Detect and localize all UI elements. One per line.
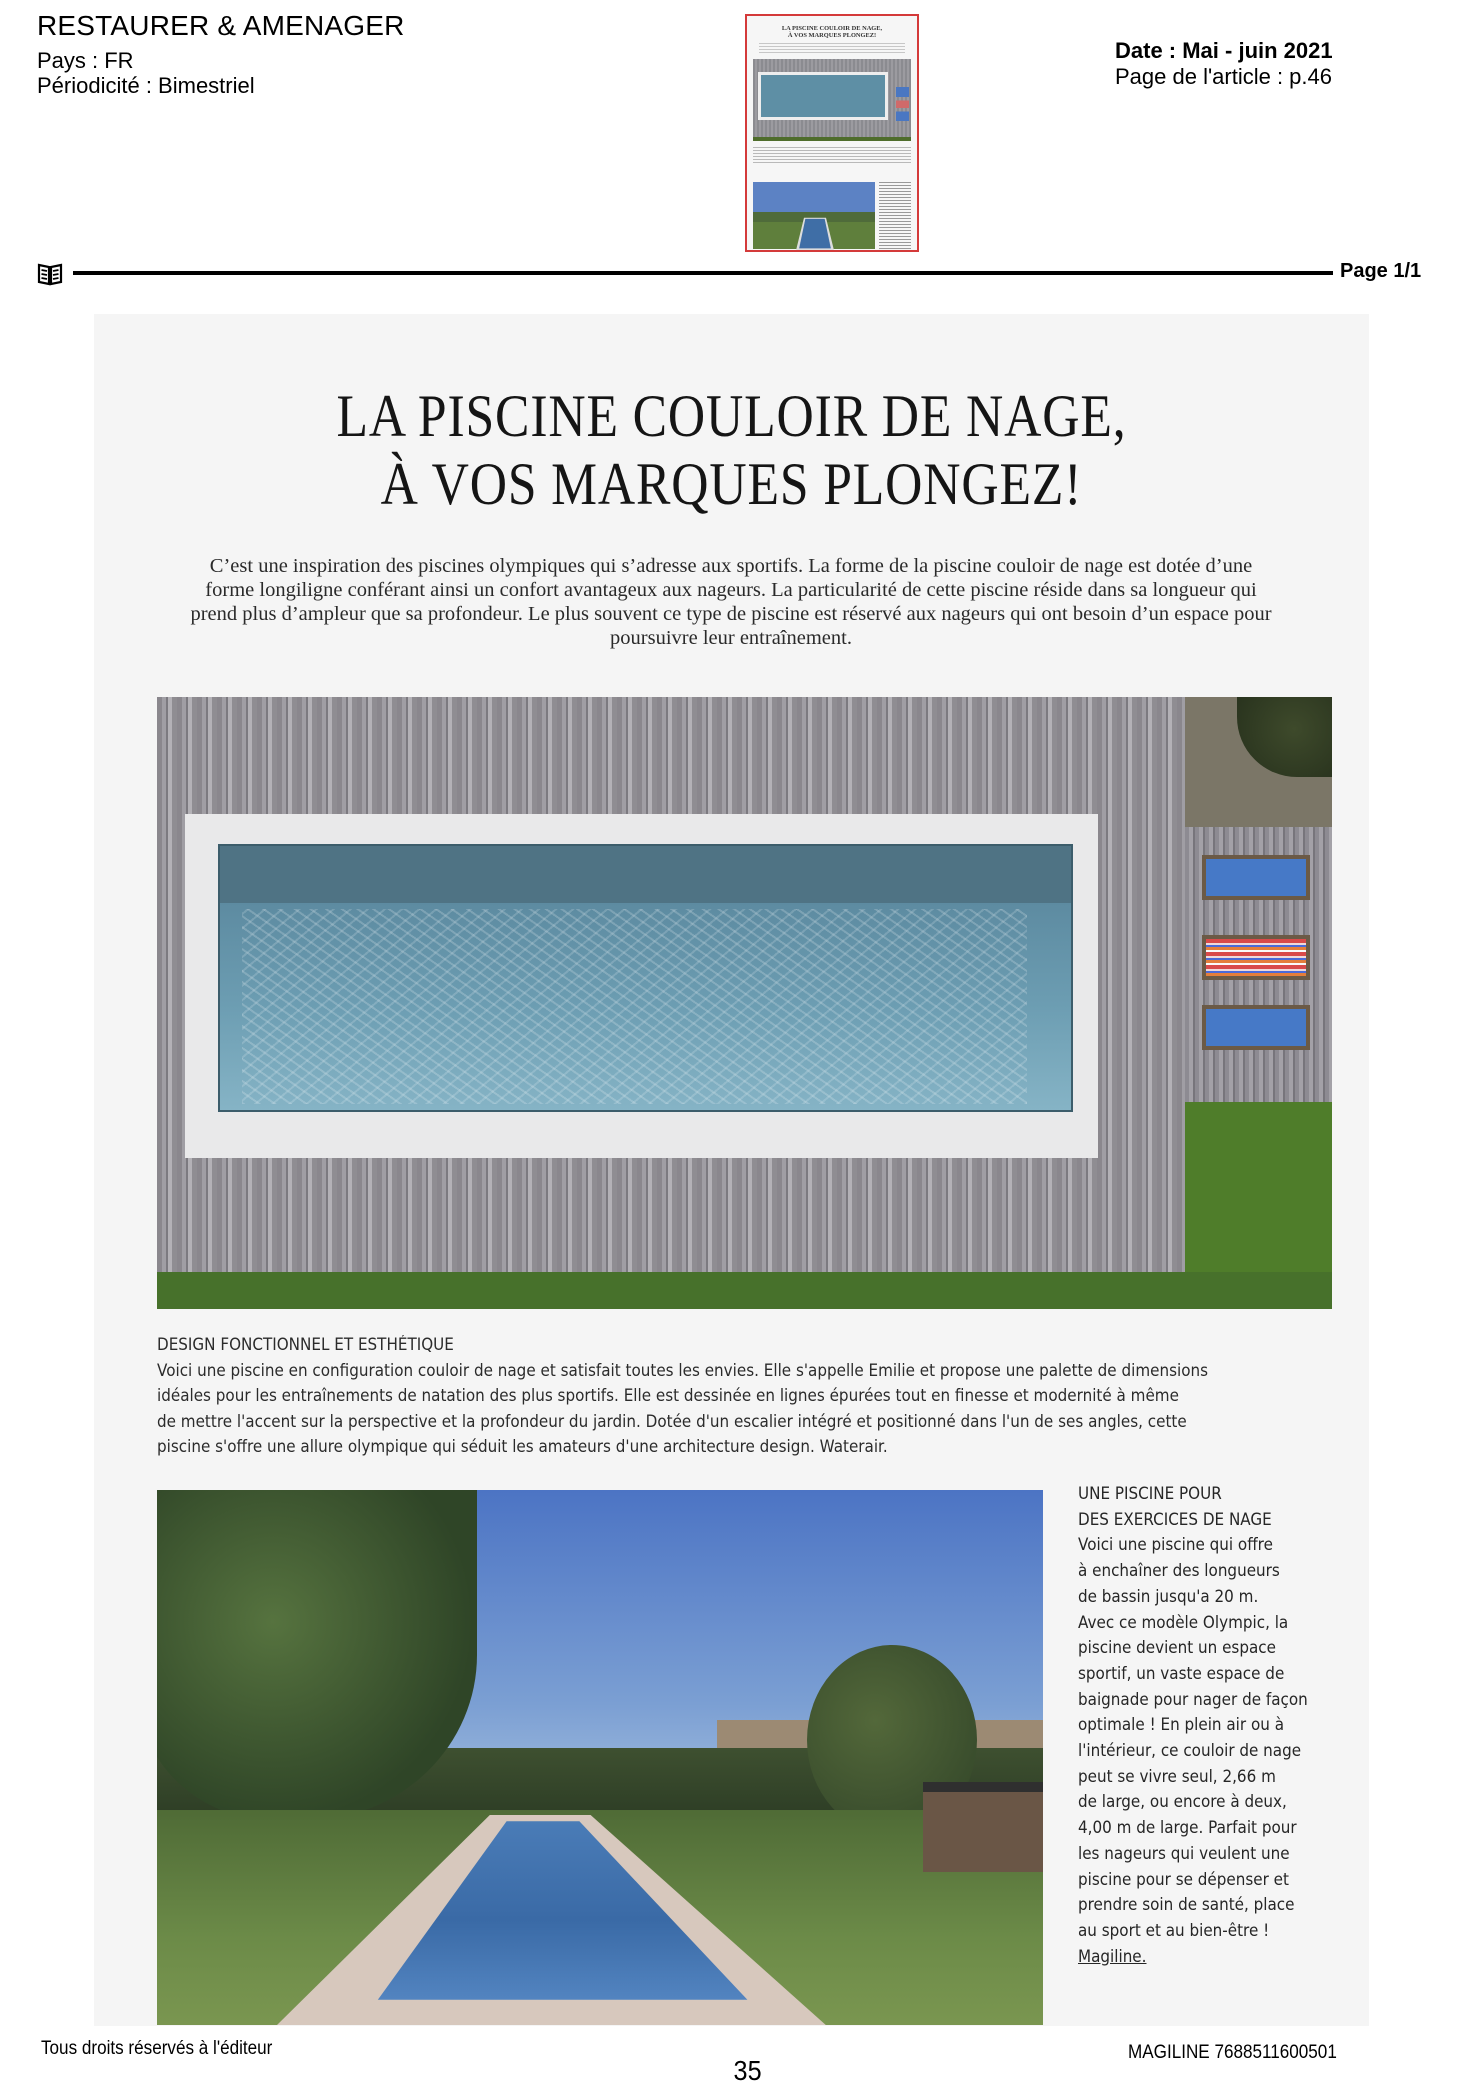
page-count: Page 1/1: [1340, 260, 1422, 282]
deck-chair: [1202, 855, 1310, 900]
thumbnail-photo-2: [753, 182, 875, 249]
design-section: DESIGN FONCTIONNEL ET ESTHÉTIQUE Voici une piscine en configuration couloir de nage et satisfait toutes les envies. Elle s'appelle Emilie et propose une palette de dimensions idéales pour les entraînements de natation des plus sportifs. Elle est dessinée en lignes épurées tout en finesse et modernité à même de mettre l'accent sur la perspective et la profondeur du jardin. Dotée d'un escalier intégré et positionné dans l'un de ses angles, cette piscine s'offre une allure olympique qui séduit les amateurs d'une architecture design. Waterair.: [157, 1332, 1330, 1460]
rights-notice: Tous droits réservés à l'éditeur: [41, 2038, 273, 2059]
thumbnail-body-text: [753, 147, 911, 165]
article-scan: [94, 314, 1369, 2026]
article-intro: C’est une inspiration des piscines olympiques qui s’adresse aux sportifs. La forme de la piscine couloir de nage est dotée d’une forme longiligne conférant ainsi un confort avantageux aux nageurs. La particularité de cette piscine réside dans sa longueur qui prend plus d’ampleur que sa profondeur. Le plus souvent ce type de piscine est réservé aux nageurs qui ont besoin d’un espace pour poursuivre leur entraînement.: [190, 555, 1272, 649]
periodicity: Périodicité : Bimestriel: [37, 73, 255, 98]
thumbnail-title: LA PISCINE COULOIR DE NAGE, À VOS MARQUES PLONGEZ!: [781, 25, 883, 39]
deck-chair: [1202, 1005, 1310, 1050]
sidebar-heading: UNE PISCINE POUR: [1078, 1484, 1222, 1503]
article-thumbnail[interactable]: [745, 14, 919, 252]
photo-aerial-pool: [157, 697, 1332, 1309]
article-headline: LA PISCINE COULOIR DE NAGE, À VOS MARQUES PLONGEZ!: [336, 383, 1127, 517]
garden-shed: [923, 1782, 1043, 1872]
document-reference: MAGILINE 7688511600501: [1128, 2042, 1337, 2063]
brand-link[interactable]: Magiline.: [1078, 1946, 1147, 1966]
sidebar-heading: DES EXERCICES DE NAGE: [1078, 1509, 1272, 1529]
thumbnail-sidebar-text: [879, 182, 911, 249]
issue-date: Date : Mai - juin 2021: [1115, 38, 1333, 63]
country: Pays : FR: [37, 48, 134, 73]
publication-name: RESTAURER & AMENAGER: [37, 10, 405, 41]
page-number: 35: [733, 2055, 762, 2086]
thumbnail-photo-1: [753, 59, 911, 141]
lawn: [157, 1272, 1332, 1309]
design-heading: DESIGN FONCTIONNEL ET ESTHÉTIQUE: [157, 1335, 454, 1354]
article-page: Page de l'article : p.46: [1115, 64, 1333, 89]
date-block: [1115, 38, 1333, 90]
thumbnail-intro-text: [759, 43, 905, 55]
publication-meta: [37, 48, 255, 98]
open-book-icon: [37, 262, 63, 286]
sidebar-column: UNE PISCINE POUR DES EXERCICES DE NAGE Voici une piscine qui offre à enchaîner des longueurs de bassin jusqu'a 20 m. Avec ce modèle Olympic, la piscine devient un espace sportif, un vaste espace de baignade pour nager de façon optimale ! En plein air ou à l'intérieur, ce couloir de nage peut se vivre seul, 2,66 m de large, ou encore à deux, 4,00 m de large. Parfait pour les nageurs qui veulent une piscine pour se dépenser et prendre soin de santé, place au sport et au bien-être ! Magiline.: [1078, 1481, 1345, 1969]
photo-garden-lap-pool: [157, 1490, 1043, 2025]
header-divider: [73, 271, 1333, 275]
deck-chair: [1202, 935, 1310, 980]
